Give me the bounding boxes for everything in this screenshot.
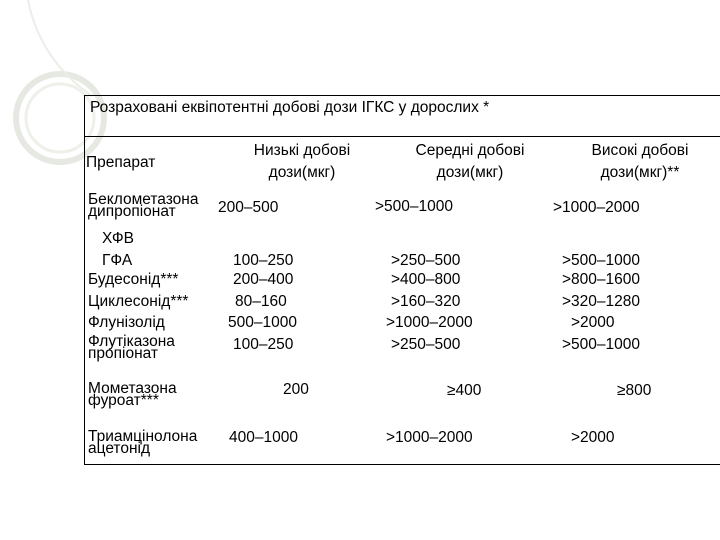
medium-dose-cell: >250–500 xyxy=(391,336,461,353)
table-left-border xyxy=(84,95,85,465)
medium-dose-cell: >250–500 xyxy=(391,252,461,269)
header-high-dose: Високі добові дози(мкг)** xyxy=(591,142,689,181)
high-dose-cell: >2000 xyxy=(571,429,615,446)
low-dose-cell: 400–1000 xyxy=(229,429,298,446)
header-medium-dose: Середні добові дози(мкг) xyxy=(415,142,525,181)
drug-name: Беклометазона дипропіонат xyxy=(88,191,199,220)
low-dose-cell: 200 xyxy=(283,381,309,398)
high-dose-cell: >320–1280 xyxy=(562,293,641,310)
header-separator xyxy=(84,136,720,137)
table-title: Розраховані еквіпотентні добові дози ІГКС у дорослих * xyxy=(90,99,490,116)
drug-name: ХФВ xyxy=(102,230,134,247)
drug-name: Флунізолід xyxy=(88,314,165,331)
high-dose-cell: >1000–2000 xyxy=(553,199,640,216)
low-dose-cell: 100–250 xyxy=(233,252,294,269)
high-dose-cell: >2000 xyxy=(571,314,615,331)
drug-name: Триамцінолона ацетонід xyxy=(88,428,198,457)
header-low-dose: Низькі добові дози(мкг) xyxy=(253,142,351,181)
medium-dose-cell: >160–320 xyxy=(391,293,461,310)
medium-dose-cell: ≥400 xyxy=(447,382,482,399)
drug-name: Флутіказона пропіонат xyxy=(88,333,175,362)
high-dose-cell: ≥800 xyxy=(617,382,652,399)
header-drug: Препарат xyxy=(86,154,156,171)
drug-name: ГФА xyxy=(102,252,133,269)
medium-dose-cell: >500–1000 xyxy=(375,198,454,215)
high-dose-cell: >800–1600 xyxy=(562,271,641,288)
low-dose-cell: 200–500 xyxy=(218,199,279,216)
drug-name: Циклесонід*** xyxy=(88,293,189,310)
drug-name: Мометазона фуроат*** xyxy=(88,380,177,409)
table-top-border xyxy=(84,95,720,96)
medium-dose-cell: >400–800 xyxy=(391,271,461,288)
drug-name: Будесонід*** xyxy=(88,271,179,288)
high-dose-cell: >500–1000 xyxy=(562,252,641,269)
medium-dose-cell: >1000–2000 xyxy=(386,314,473,331)
low-dose-cell: 200–400 xyxy=(233,271,294,288)
table-bottom-border xyxy=(84,464,720,465)
high-dose-cell: >500–1000 xyxy=(562,336,641,353)
low-dose-cell: 500–1000 xyxy=(228,314,297,331)
medium-dose-cell: >1000–2000 xyxy=(386,429,473,446)
low-dose-cell: 80–160 xyxy=(235,293,287,310)
low-dose-cell: 100–250 xyxy=(233,336,294,353)
